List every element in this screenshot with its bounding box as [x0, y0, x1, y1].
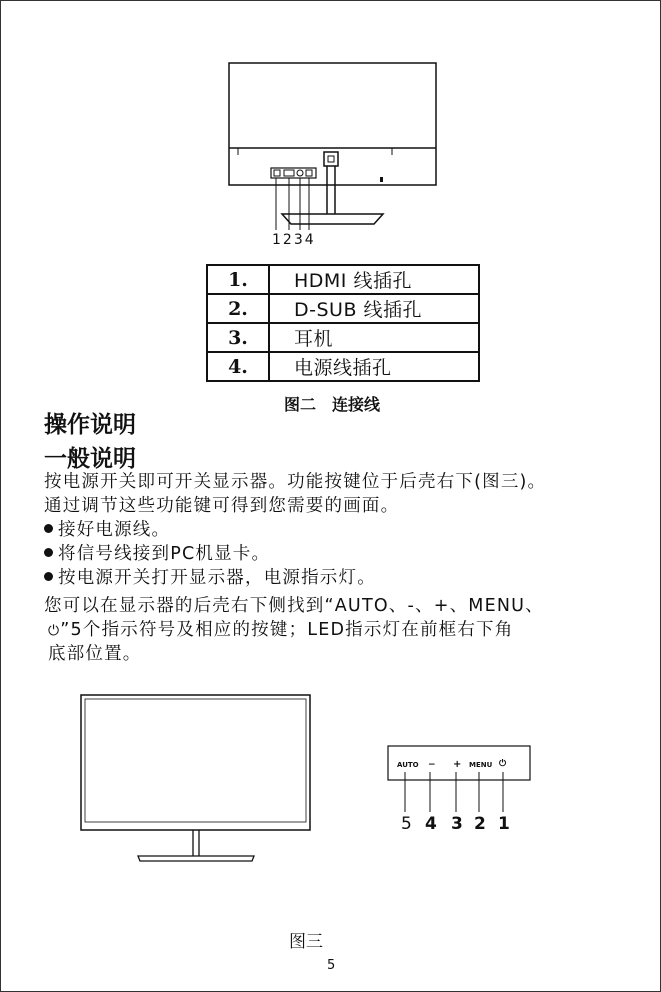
- figure2-caption: 图二 连接线: [284, 395, 381, 414]
- power-icon: ⏻: [499, 759, 507, 769]
- intro-line-2: 通过调节这些功能键可得到您需要的画面。: [44, 496, 400, 516]
- table-row: 1. HDMI 线插孔: [207, 265, 479, 294]
- connector-table: [206, 264, 480, 382]
- button-number: 4: [425, 814, 437, 834]
- monitor-front-figure: [0, 680, 661, 880]
- intro-line-1: 按电源开关即可开关显示器。功能按键位于后壳右下(图三)。: [44, 472, 547, 492]
- para-line-2: ⏻”5个指示符号及相应的按键；LED指示灯在前框右下角: [48, 620, 514, 640]
- monitor-rear-figure: [0, 0, 661, 260]
- section-subtitle: 一般说明: [44, 445, 136, 472]
- button-label-plus: +: [453, 759, 462, 770]
- button-label-menu: MENU: [469, 761, 493, 769]
- stand-base-front: [138, 856, 254, 861]
- button-label-minus: −: [428, 760, 436, 770]
- section-title: 操作说明: [44, 411, 136, 438]
- bullet-item: 将信号线接到PC机显卡。: [44, 542, 270, 566]
- para-line-3: 底部位置。: [48, 644, 142, 664]
- stand-neck-rear: [324, 152, 338, 166]
- button-number: 2: [474, 814, 486, 834]
- page-number: 5: [327, 958, 336, 973]
- monitor-front-body: [81, 695, 310, 830]
- figure3-caption: 图三: [289, 932, 323, 952]
- button-number: 5: [401, 814, 412, 834]
- bullet-item: 按电源开关打开显示器，电源指示灯。: [44, 566, 376, 590]
- para-line-1: 您可以在显示器的后壳右下侧找到“AUTO、-、+、MENU、: [44, 596, 544, 616]
- port-numbers: 1234: [272, 232, 316, 248]
- stand-base-rear: [282, 214, 383, 224]
- button-label-auto: AUTO: [397, 761, 419, 769]
- table-row: 4. 电源线插孔: [207, 352, 479, 381]
- bullet-item: 接好电源线。: [44, 518, 170, 542]
- table-row: 3. 耳机: [207, 323, 479, 352]
- power-icon: ⏻: [48, 623, 61, 639]
- button-number: 3: [451, 814, 463, 834]
- table-row: 2. D-SUB 线插孔: [207, 294, 479, 323]
- button-number: 1: [498, 814, 510, 834]
